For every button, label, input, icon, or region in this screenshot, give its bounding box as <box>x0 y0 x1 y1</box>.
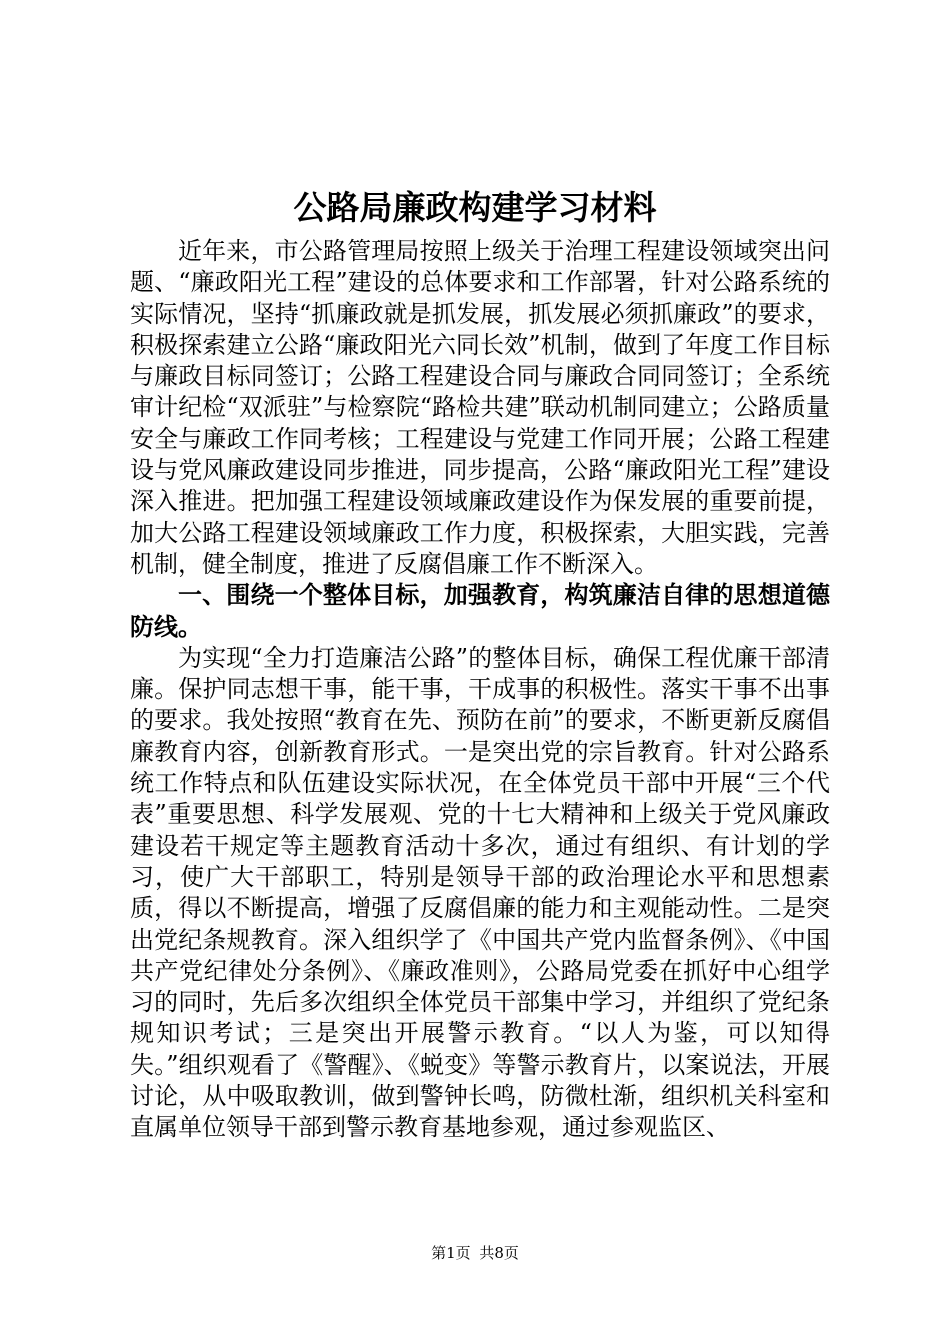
document-body <box>130 236 830 1144</box>
intro-paragraph: 近年来，市公路管理局按照上级关于治理工程建设领域突出问题、“廉政阳光工程”建设的总体要求和工作部署，针对公路系统的实际情况，坚持“抓廉政就是抓发展，抓发展必须抓廉政”的要求，积极探索建立公路“廉政阳光六同长效”机制，做到了年度工作目标与廉政目标同签订；公路工程建设合同与廉政合同同签订；全系统审计纪检“双派驻”与检察院“路检共建”联动机制同建立；公路质量安全与廉政工作同考核；工程建设与党建工作同开展；公路工程建设与党风廉政建设同步推进，同步提高，公路“廉政阳光工程”建设深入推进。把加强工程建设领域廉政建设作为保发展的重要前提，加大公路工程建设领域廉政工作力度，积极探索，大胆实践，完善机制，健全制度，推进了反腐倡廉工作不断深入。 <box>130 237 830 578</box>
page-footer <box>0 1243 950 1263</box>
page-number: 第1页 <box>431 1244 471 1262</box>
section-paragraph: 为实现“全力打造廉洁公路”的整体目标，确保工程优廉干部清廉。保护同志想干事，能干事，干成事的积极性。落实干事不出事的要求。我处按照“教育在先、预防在前”的要求，不断更新反腐倡廉教育内容，创新教育形式。一是突出党的宗旨教育。针对公路系统工作特点和队伍建设实际状况，在全体党员干部中开展“三个代表”重要思想、科学发展观、党的十七大精神和上级关于党风廉政建设若干规定等主题教育活动十多次，通过有组织、有计划的学习，使广大干部职工，特别是领导干部的政治理论水平和思想素质，得以不断提高，增强了反腐倡廉的能力和主观能动性。二是突出党纪条规教育。深入组织学了《中国共产党内监督条例》、《中国共产党纪律处分条例》、《廉政准则》，公路局党委在抓好中心组学习的同时，先后多次组织全体党员干部集中学习，并组织了党纪条规知识考试；三是突出开展警示教育。“以人为鉴，可以知得失。”组织观看了《警醒》、《蜕变》等警示教育片，以案说法，开展讨论，从中吸取教训，做到警钟长鸣，防微杜渐，组织机关科室和直属单位领导干部到警示教育基地参观，通过参观监区、 <box>130 643 830 1142</box>
page-total: 共8页 <box>479 1244 519 1262</box>
document-title: 公路局廉政构建学习材料 <box>293 188 657 227</box>
section-heading: 一、围绕一个整体目标，加强教育，构筑廉洁自律的思想道德防线。 <box>130 581 830 641</box>
